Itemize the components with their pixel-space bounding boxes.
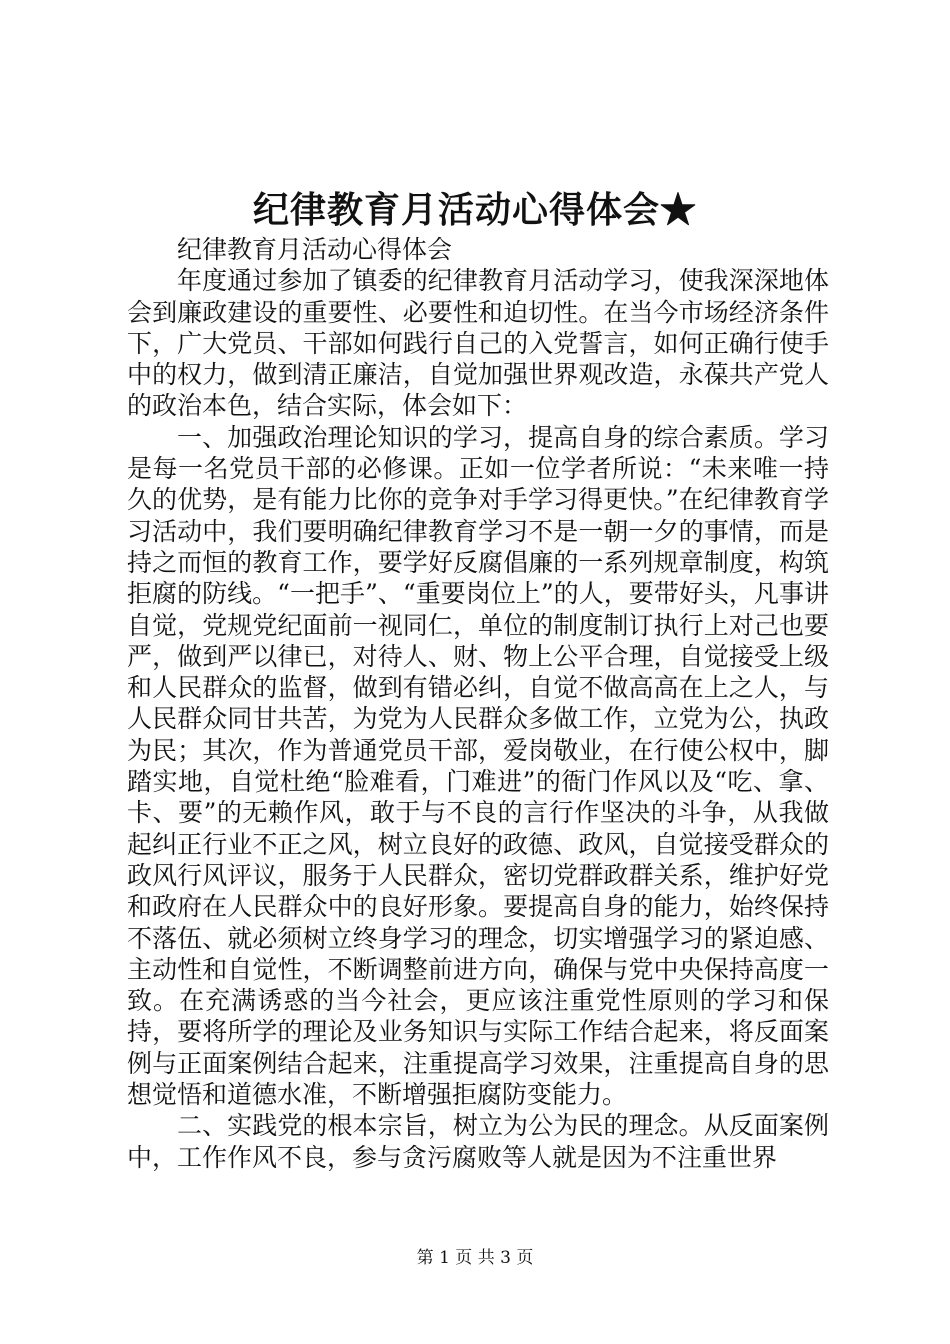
document-body: [127, 234, 829, 1173]
subtitle-paragraph: 纪律教育月活动心得体会: [177, 235, 453, 264]
intro-paragraph: 年度通过参加了镇委的纪律教育月活动学习，使我深深地体会到廉政建设的重要性、必要性和迫切性。在当今市场经济条件下，广大党员、干部如何践行自己的入党誓言，如何正确行使手中的权力，做到清正廉洁，自觉加强世界观改造，永葆共产党人的政治本色，结合实际，体会如下：: [127, 266, 829, 421]
section-one-paragraph: 一、加强政治理论知识的学习，提高自身的综合素质。学习是每一名党员干部的必修课。正如一位学者所说：“未来唯一持久的优势，是有能力比你的竞争对手学习得更快。”在纪律教育学习活动中，我们要明确纪律教育学习不是一朝一夕的事情，而是持之而恒的教育工作，要学好反腐倡廉的一系列规章制度，构筑拒腐的防线。“一把手”、“重要岗位上”的人，要带好头，凡事讲自觉，党规党纪面前一视同仁，单位的制度制订执行上对己也要严，做到严以律已，对待人、财、物上公平合理，自觉接受上级和人民群众的监督，做到有错必纠，自觉不做高高在上之人，与人民群众同甘共苦，为党为人民群众多做工作，立党为公，执政为民；其次，作为普通党员干部，爱岗敬业，在行使公权中，脚踏实地，自觉杜绝“脸难看，门难进”的衙门作风以及“吃、拿、卡、要”的无赖作风，敢于与不良的言行作坚决的斗争，从我做起纠正行业不正之风，树立良好的政德、政风，自觉接受群众的政风行风评议，服务于人民群众，密切党群政群关系，维护好党和政府在人民群众中的良好形象。要提高自身的能力，始终保持不落伍、就必须树立终身学习的理念，切实增强学习的紧迫感、主动性和自觉性，不断调整前进方向，确保与党中央保持高度一致。在充满诱惑的当今社会，更应该注重党性原则的学习和保持，要将所学的理论及业务知识与实际工作结合起来，将反面案例与正面案例结合起来，注重提高学习效果，注重提高自身的思想觉悟和道德水准，不断增强拒腐防变能力。: [127, 422, 829, 1110]
document-title: 纪律教育月活动心得体会★: [252, 189, 697, 231]
page-footer: 第 1 页 共 3 页: [416, 1248, 534, 1268]
section-two-paragraph: 二、实践党的根本宗旨，树立为公为民的理念。从反面案例中，工作作风不良，参与贪污腐败等人就是因为不注重世界: [127, 1111, 829, 1172]
